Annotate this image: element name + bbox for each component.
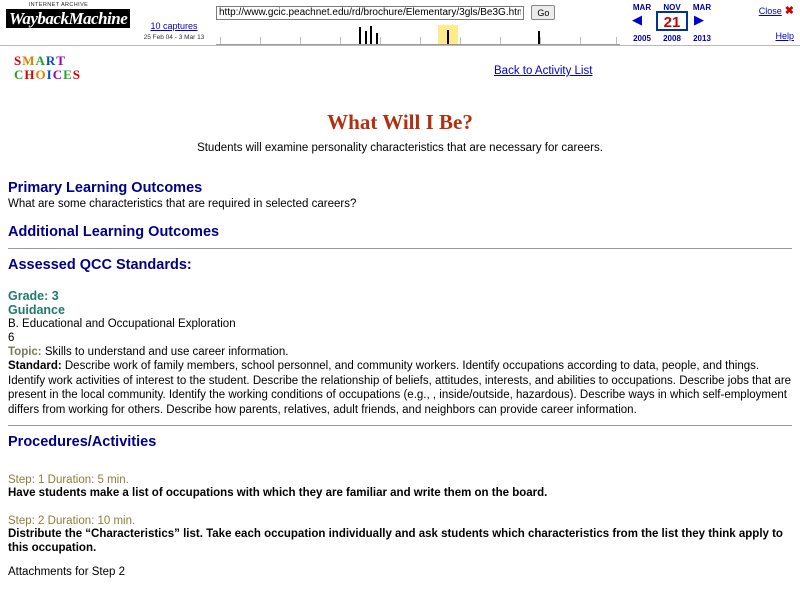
- topic-text: Skills to understand and use career information.: [44, 346, 289, 358]
- timeline-capture-bar[interactable]: [447, 30, 449, 44]
- spacer: [8, 210, 792, 224]
- additional-learning-outcomes-heading: Additional Learning Outcomes: [8, 224, 220, 240]
- guidance-label: Guidance: [8, 303, 65, 317]
- divider: [8, 248, 792, 249]
- year-next-label[interactable]: 2013: [693, 34, 711, 43]
- help-link[interactable]: Help: [775, 31, 794, 41]
- strand-text: B. Educational and Occupational Exploration: [8, 318, 236, 330]
- url-input[interactable]: [216, 6, 524, 20]
- timeline-capture-bar[interactable]: [365, 31, 367, 44]
- standard-text: Describe work of family members, school personnel, and community workers. Identify occupations according to data, people, and things. Identify work activities of interest to the student. Describe the relationship of beliefs, attitudes, interests, and abilities to occupations. Describe jobs that are present in the local community. Identify the working conditions of occupations (e.g., , inside/outside, hazardous). Describe ways in which self-employment differs from working for others. Describe how parents, relatives, adult friends, and neighbors can provide career information.: [8, 360, 792, 416]
- spacer: [8, 275, 792, 289]
- close-icon[interactable]: ✖: [784, 5, 794, 17]
- page-header: [6, 46, 794, 86]
- divider: [8, 425, 792, 426]
- procedures-activities-heading: Procedures/Activities: [8, 434, 157, 450]
- date-navigator: [630, 2, 714, 44]
- wayback-toolbar: [0, 0, 800, 46]
- wayback-machine-label: WaybackMachine: [6, 9, 130, 28]
- timeline-capture-bar[interactable]: [359, 27, 361, 44]
- topic-label: Topic:: [8, 346, 42, 358]
- timeline-axis: [216, 44, 620, 45]
- logo-row-2: CHOICES: [14, 67, 81, 82]
- month-next-label: MAR: [692, 3, 712, 12]
- timeline-tick: [616, 37, 617, 44]
- page-title: What Will I Be?: [327, 110, 473, 134]
- standard-label: Standard:: [8, 360, 62, 372]
- timeline-tick: [580, 37, 581, 44]
- logo-row-1: SMART: [14, 53, 66, 68]
- step-header: Step: 1 Duration: 5 min.: [8, 474, 129, 486]
- captures-info: [136, 20, 212, 43]
- step-header: Step: 2 Duration: 10 min.: [8, 514, 136, 527]
- month-current-label: NOV: [663, 3, 681, 12]
- captures-count-link[interactable]: 10 captures: [150, 21, 198, 31]
- captures-date-range: 25 Feb 04 - 3 Mar 13: [143, 34, 205, 41]
- timeline-tick: [380, 37, 381, 44]
- timeline-tick: [340, 37, 341, 44]
- year-prev-label[interactable]: 2005: [633, 34, 651, 43]
- timeline-tick: [540, 37, 541, 44]
- timeline-tick: [460, 37, 461, 44]
- standard-line: [8, 359, 792, 417]
- url-row: [216, 5, 555, 20]
- primary-learning-outcomes-text: What are some characteristics that are required in selected careers?: [8, 198, 357, 210]
- timeline-capture-bar[interactable]: [538, 31, 540, 44]
- back-to-activity-list-link[interactable]: Back to Activity List: [494, 65, 593, 77]
- timeline-tick: [420, 37, 421, 44]
- grade-label: Grade: 3: [8, 289, 59, 303]
- page-subtitle: Students will examine personality characteristics that are necessary for careers.: [197, 142, 603, 154]
- next-capture-arrow-icon[interactable]: ▶: [694, 12, 704, 27]
- smart-choices-logo: [14, 54, 106, 84]
- timeline-capture-bar[interactable]: [376, 33, 378, 44]
- standard-number: 6: [8, 332, 15, 344]
- wayback-logo[interactable]: [6, 2, 128, 28]
- procedure-step: [8, 474, 792, 501]
- toolbar-close-area: [759, 3, 794, 17]
- primary-learning-outcomes-heading: Primary Learning Outcomes: [8, 180, 203, 196]
- capture-timeline[interactable]: [216, 23, 620, 45]
- internet-archive-label: INTERNET ARCHIVE: [28, 2, 89, 8]
- spacer: [8, 501, 792, 515]
- timeline-capture-bar[interactable]: [370, 26, 372, 44]
- timeline-tick: [220, 37, 221, 44]
- topic-line: [8, 345, 792, 359]
- procedure-step: [8, 515, 792, 556]
- current-day-badge: 21: [656, 11, 688, 31]
- month-prev-label: MAR: [632, 3, 652, 12]
- timeline-tick: [260, 37, 261, 44]
- timeline-tick: [300, 37, 301, 44]
- timeline-tick: [500, 37, 501, 44]
- close-toolbar-link[interactable]: Close: [758, 6, 782, 16]
- page-content: [0, 46, 800, 578]
- attachments-label: Attachments for Step 2: [8, 565, 125, 578]
- prev-capture-arrow-icon[interactable]: ◀: [632, 12, 642, 27]
- back-to-activity-list[interactable]: [494, 65, 592, 77]
- main-content: [6, 180, 794, 578]
- spacer: [8, 452, 792, 474]
- step-body: Have students make a list of occupations with which they are familiar and write them on the board.: [8, 487, 548, 499]
- step-body: Distribute the “Characteristics” list. Take each occupation individually and ask students which characteristics from the list they think apply to this occupation.: [8, 527, 783, 554]
- go-button[interactable]: Go: [531, 5, 555, 20]
- assessed-qcc-standards-heading: Assessed QCC Standards:: [8, 257, 192, 273]
- year-current-label: 2008: [663, 34, 681, 43]
